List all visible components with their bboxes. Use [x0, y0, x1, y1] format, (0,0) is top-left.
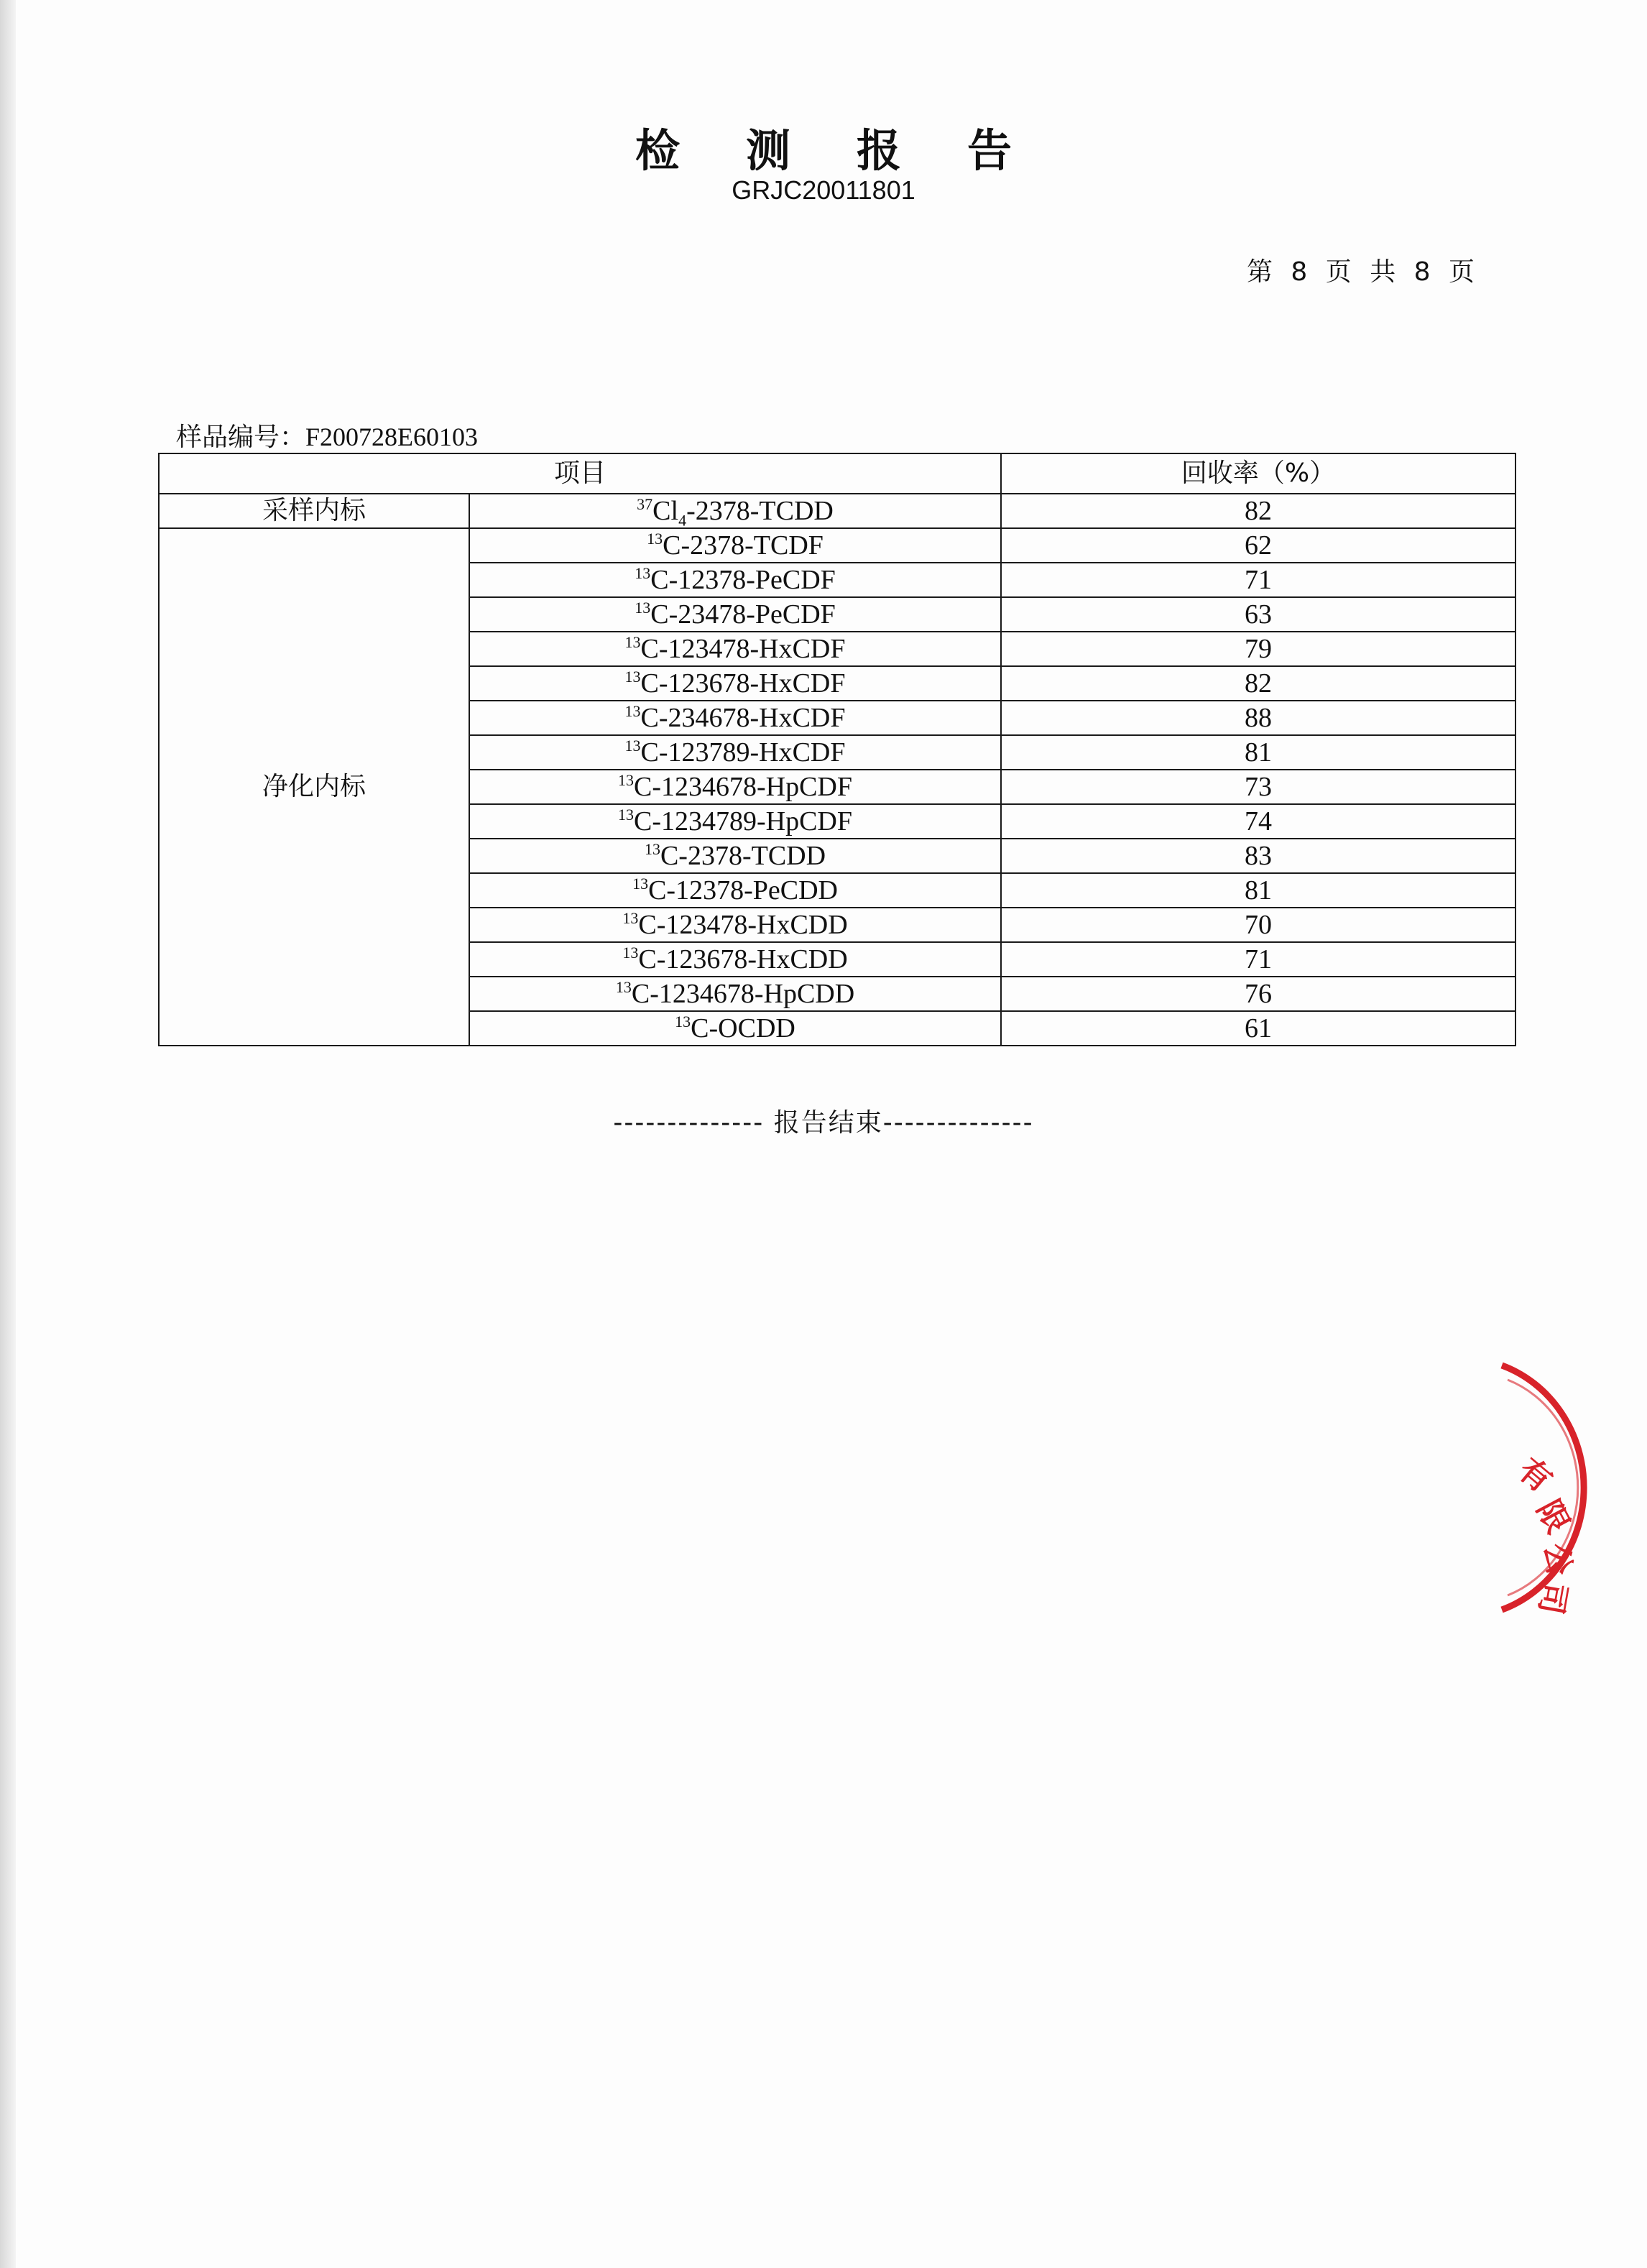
recovery-value: 79	[1001, 632, 1515, 666]
table-header-row	[159, 453, 1515, 494]
compound-name: C-123789-HxCDF	[640, 737, 846, 767]
compound-cell	[469, 804, 1001, 839]
isotope-sup: 13	[624, 633, 641, 651]
compound-cell	[469, 735, 1001, 770]
recovery-value: 71	[1001, 563, 1515, 597]
compound-name: C-123678-HxCDD	[638, 944, 848, 974]
recovery-table	[158, 453, 1516, 1046]
recovery-value: 61	[1001, 1011, 1515, 1046]
recovery-value: 82	[1001, 666, 1515, 701]
title-char: 检	[635, 124, 680, 177]
recovery-value: 81	[1001, 735, 1515, 770]
recovery-value: 76	[1001, 977, 1515, 1011]
isotope-sup: 13	[644, 840, 660, 858]
header-item: 项目	[159, 453, 1001, 494]
table-row	[159, 494, 1515, 528]
isotope-sup: 13	[617, 806, 634, 824]
compound-cell	[469, 839, 1001, 873]
svg-text:司: 司	[1531, 1580, 1574, 1618]
isotope-sup: 13	[624, 737, 641, 755]
title-char: 告	[967, 124, 1012, 177]
isotope-sup: 13	[647, 530, 663, 548]
group-label-cleanup: 净化内标	[159, 528, 469, 1046]
compound-name: C-1234678-HpCDD	[631, 979, 855, 1009]
compound-cell	[469, 701, 1001, 735]
isotope-sup: 13	[635, 599, 651, 617]
company-seal	[1444, 1351, 1631, 1638]
recovery-value: 70	[1001, 908, 1515, 942]
compound-cell	[469, 977, 1001, 1011]
isotope-sup: 13	[617, 771, 634, 789]
compound-cell	[469, 632, 1001, 666]
report-number: GRJC20011801	[732, 175, 915, 205]
compound-name: C-12378-PeCDD	[648, 875, 838, 905]
compound-cell	[469, 597, 1001, 632]
compound-name: C-123678-HxCDF	[640, 668, 846, 699]
recovery-value: 73	[1001, 770, 1515, 804]
page-indicator: 第 8 页 共 8 页	[1246, 257, 1475, 287]
compound-name: C-2378-TCDD	[660, 841, 826, 871]
compound-part: Cl	[652, 496, 679, 526]
compound-name: C-12378-PeCDF	[650, 565, 836, 595]
compound-cell	[469, 908, 1001, 942]
compound-name: C-123478-HxCDF	[640, 634, 846, 664]
table-row	[159, 528, 1515, 563]
compound-cell	[469, 563, 1001, 597]
compound-cell	[469, 873, 1001, 908]
recovery-value: 74	[1001, 804, 1515, 839]
isotope-sup: 13	[615, 978, 632, 996]
report-end-line: -------------- 报告结束--------------	[613, 1108, 1034, 1138]
recovery-value: 88	[1001, 701, 1515, 735]
header-recovery: 回收率（%）	[1001, 453, 1515, 494]
compound-name: C-OCDD	[691, 1013, 795, 1043]
title-char: 报	[857, 124, 902, 177]
compound-cell	[469, 770, 1001, 804]
sample-id-label: 样品编号：	[176, 423, 306, 452]
compound-part: -2378-TCDD	[686, 496, 834, 526]
compound-cell	[469, 1011, 1001, 1046]
recovery-value: 81	[1001, 873, 1515, 908]
recovery-value: 71	[1001, 942, 1515, 977]
compound-cell	[469, 528, 1001, 563]
svg-text:限: 限	[1529, 1494, 1577, 1540]
compound-name: C-123478-HxCDD	[638, 910, 848, 940]
recovery-value: 63	[1001, 597, 1515, 632]
title-char: 测	[745, 124, 790, 177]
isotope-sup: 37	[637, 495, 653, 513]
compound-cell	[469, 666, 1001, 701]
isotope-sup: 13	[622, 909, 639, 927]
recovery-value: 83	[1001, 839, 1515, 873]
compound-sub: 4	[678, 511, 687, 530]
isotope-sup: 13	[675, 1013, 691, 1031]
compound-name: C-234678-HxCDF	[640, 703, 846, 733]
isotope-sup: 13	[624, 668, 641, 686]
sample-id-line	[176, 417, 478, 453]
svg-text:有: 有	[1510, 1451, 1559, 1500]
compound-cell	[469, 494, 1001, 528]
isotope-sup: 13	[622, 944, 639, 962]
compound-name: C-2378-TCDF	[663, 530, 824, 561]
isotope-sup: 13	[632, 875, 649, 893]
report-title	[0, 115, 1647, 179]
compound-name: C-1234789-HpCDF	[633, 806, 853, 836]
isotope-sup: 13	[635, 564, 651, 582]
group-label-sampling: 采样内标	[159, 494, 469, 528]
compound-cell	[469, 942, 1001, 977]
compound-name: C-23478-PeCDF	[650, 599, 836, 630]
svg-text:公: 公	[1537, 1541, 1578, 1578]
recovery-value: 62	[1001, 528, 1515, 563]
compound-name: C-1234678-HpCDF	[633, 772, 853, 802]
recovery-value: 82	[1001, 494, 1515, 528]
isotope-sup: 13	[624, 702, 641, 720]
sample-id-value: F200728E60103	[305, 423, 479, 451]
